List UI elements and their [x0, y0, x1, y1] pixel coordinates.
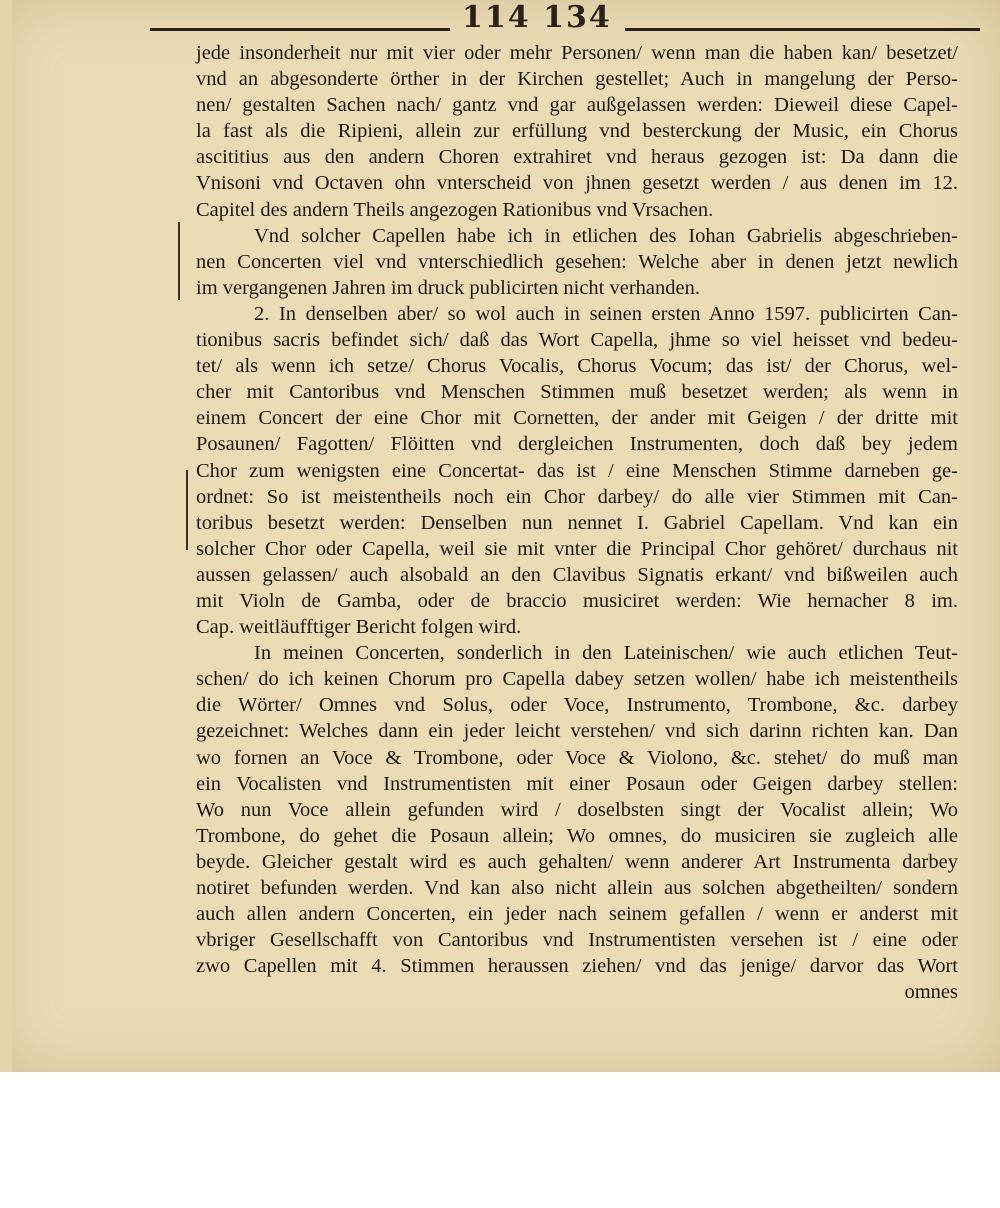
- text-line: die Wörter/ Omnes vnd Solus, oder Voce, Instrumento, Trombone, &c. darbey: [196, 694, 958, 717]
- text-line: einem Concert der eine Chor mit Cornetten, der ander mit Geigen / der dritte mit: [196, 407, 958, 430]
- text-line: Cap. weitläufftiger Bericht folgen wird.: [196, 616, 522, 639]
- text-line: vnd an abgesonderte örther in der Kirchen gestellet; Auch in mangelung der Perso-: [196, 68, 958, 91]
- text-line: cher mit Cantoribus vnd Menschen Stimmen muß besetzet werden; als wenn in: [196, 381, 958, 404]
- text-line: ascititius aus den andern Choren extrahiret vnd heraus gezogen ist: Da dann die: [196, 146, 958, 169]
- text-line: schen/ do ich keinen Chorum pro Capella dabey setzen wollen/ habe ich meistentheils: [196, 668, 958, 691]
- text-line: Vnisoni vnd Octaven ohn vnterscheid von jhnen gesetzt werden / aus denen im 12.: [196, 172, 958, 195]
- text-line: Capitel des andern Theils angezogen Rationibus vnd Vrsachen.: [196, 198, 714, 221]
- text-line: beyde. Gleicher gestalt wird es auch gehalten/ wenn anderer Art Instrumenta darbey: [196, 850, 958, 873]
- text-line: la fast als die Ripieni, allein zur erfüllung vnd besterckung der Music, ein Chorus: [196, 120, 958, 143]
- text-line: omnes: [904, 981, 958, 1004]
- text-line: vbriger Gesellschafft von Cantoribus vnd Instrumentisten versehen ist / eine oder: [196, 929, 958, 952]
- text-line: aussen gelassen/ auch alsobald an den Clavibus Signatis erkant/ vnd bißweilen auch: [196, 563, 958, 586]
- text-line: mit Violn de Gamba, oder de braccio musiciret werden: Wie hernacher 8 im.: [196, 589, 958, 612]
- text-line: tionibus sacris befindet sich/ daß das Wort Capella, jhme so viel heisset vnd bedeu-: [196, 329, 958, 352]
- text-line: tet/ als wenn ich setze/ Chorus Vocalis, Chorus Vocum; das ist/ der Chorus, wel-: [196, 355, 958, 378]
- text-line: In meinen Concerten, sonderlich in den Lateinischen/ wie auch etlichen Teut-: [254, 642, 958, 665]
- text-line: wo fornen an Voce & Trombone, oder Voce & Violono, &c. stehet/ do muß man: [196, 746, 958, 769]
- text-line: jede insonderheit nur mit vier oder mehr Personen/ wenn man die haben kan/ besetzet/: [196, 42, 958, 64]
- page-number: 114 134: [462, 0, 612, 35]
- text-line: auch allen andern Concerten, ein jeder nach seinem gefallen / wenn er anderst mit: [196, 903, 958, 926]
- text-line: ordnet: So ist meistentheils noch ein Chor darbey/ do alle vier Stimmen mit Can-: [196, 485, 958, 508]
- text-line: Chor zum wenigsten eine Concertat- das ist / eine Menschen Stimme darneben ge-: [196, 459, 958, 482]
- text-line: nen/ gestalten Sachen nach/ gantz vnd gar außgelassen werden: Dieweil diese Capel-: [196, 94, 958, 117]
- text-line: 2. In denselben aber/ so wol auch in seinen ersten Anno 1597. publicirten Can-: [254, 302, 958, 325]
- header-rule-left: [150, 28, 450, 31]
- text-line: Trombone, do gehet die Posaun allein; Wo omnes, do musiciren sie zugleich alle: [196, 824, 958, 847]
- text-line: Posaunen/ Fagotten/ Flöitten vnd dergleichen Instrumenten, doch daß bey jedem: [196, 433, 958, 456]
- text-line: solcher Chor oder Capella, weil sie mit vnter die Principal Chor gehöret/ durchaus nit: [196, 537, 958, 560]
- text-line: Vnd solcher Capellen habe ich in etlichen des Iohan Gabrielis abgeschrieben-: [254, 224, 958, 247]
- text-line: gezeichnet: Welches dann ein jeder leicht verstehen/ vnd sich darinn richten kan. Dan: [196, 720, 958, 743]
- text-line: nen Concerten viel vnd vnterschiedlich gesehen: Welche aber in denen jetzt newlich: [196, 250, 958, 273]
- page-edge: [0, 0, 12, 1072]
- text-line: toribus besetzt werden: Denselben nun nennet I. Gabriel Capellam. Vnd kan ein: [196, 511, 958, 534]
- margin-bracket: [186, 470, 188, 550]
- text-line: zwo Capellen mit 4. Stimmen heraussen ziehen/ vnd das jenige/ darvor das Wort: [196, 955, 958, 978]
- header-rule-right: [625, 28, 980, 31]
- text-line: im vergangenen Jahren im druck publicirten nicht verhanden.: [196, 276, 700, 299]
- text-line: ein Vocalisten vnd Instrumentisten mit einer Posaun oder Geigen darbey stellen:: [196, 772, 958, 795]
- margin-bracket: [178, 222, 180, 300]
- body-text: [196, 40, 958, 1005]
- text-line: notiret befunden werden. Vnd kan also nicht allein aus solchen abgetheilten/ sondern: [196, 877, 958, 899]
- blank-margin: [0, 1072, 1000, 1208]
- text-line: Wo nun Voce allein gefunden wird / doselbsten singt der Vocalist allein; Wo: [196, 798, 958, 821]
